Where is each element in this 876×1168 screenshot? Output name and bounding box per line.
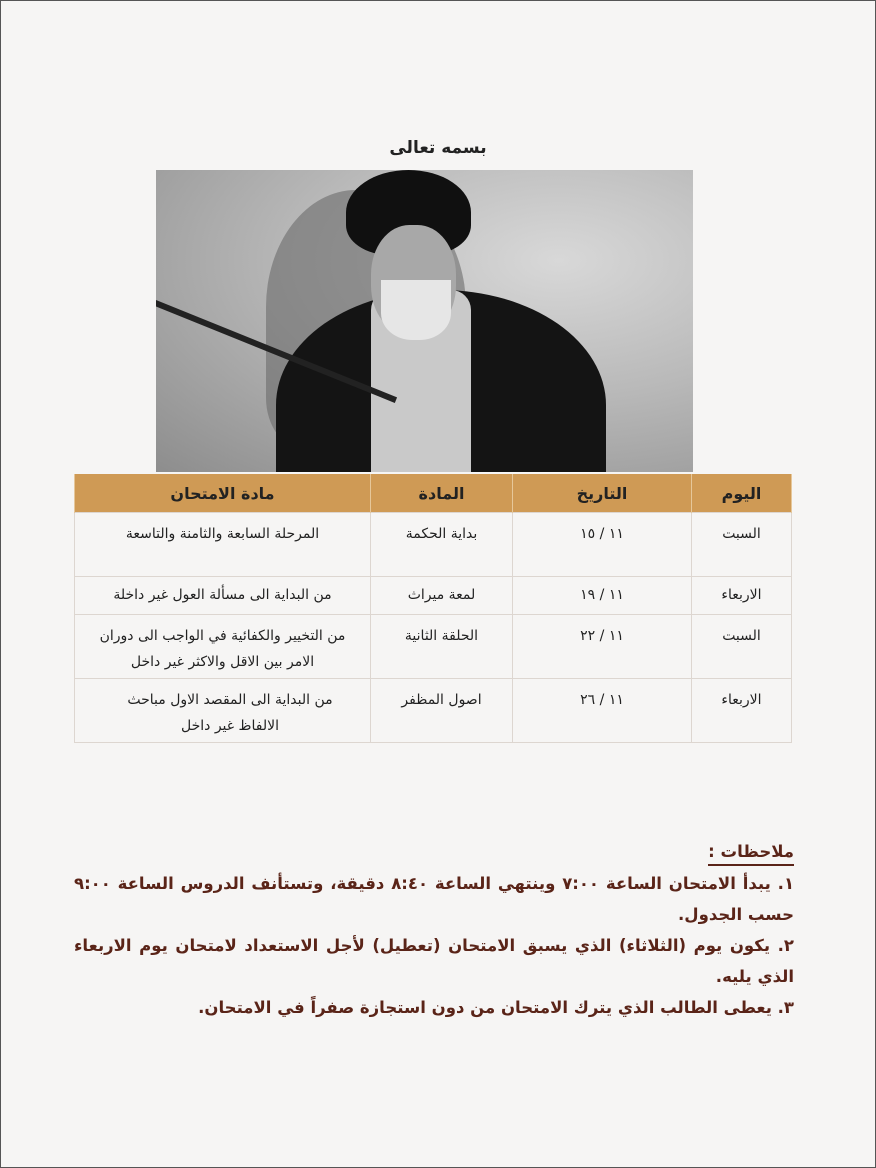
portrait-photo: [156, 170, 693, 472]
cell-subject: اصول المظفر: [371, 679, 513, 743]
note-item: ٢. يكون يوم (الثلاثاء) الذي يسبق الامتحان (تعطيل) لأجل الاستعداد لامتحان يوم الاربعاء الذي يليه.: [74, 936, 794, 986]
cell-date: ١١ / ٢٦: [513, 679, 692, 743]
header-date: التاريخ: [513, 474, 692, 513]
cell-content: المرحلة السابعة والثامنة والتاسعة: [75, 513, 371, 577]
table-row: [75, 679, 792, 743]
cell-date: ١١ / ١٥: [513, 513, 692, 577]
cell-date: ١١ / ١٩: [513, 577, 692, 615]
notes-heading: ملاحظات :: [708, 840, 794, 866]
header-day: اليوم: [692, 474, 792, 513]
cell-date: ١١ / ٢٢: [513, 615, 692, 679]
table-row: [75, 577, 792, 615]
table-row: [75, 615, 792, 679]
cell-day: السبت: [692, 615, 792, 679]
note-item: ٣. يعطى الطالب الذي يترك الامتحان من دون استجازة صفراً في الامتحان.: [198, 998, 794, 1017]
cell-subject: بداية الحكمة: [371, 513, 513, 577]
table-row: [75, 513, 792, 577]
cell-subject: الحلقة الثانية: [371, 615, 513, 679]
page-title: بسمه تعالى: [389, 138, 487, 158]
table-header-row: [75, 474, 792, 513]
cell-day: الاربعاء: [692, 679, 792, 743]
notes-section: [74, 836, 794, 1023]
cell-content: من التخيير والكفائية في الواجب الى دوران الامر بين الاقل والاكثر غير داخل: [75, 615, 371, 679]
cell-content: من البداية الى المقصد الاول مباحث الالفاظ غير داخل: [75, 679, 371, 743]
cell-day: السبت: [692, 513, 792, 577]
header-exam-content: مادة الامتحان: [75, 474, 371, 513]
cell-subject: لمعة ميراث: [371, 577, 513, 615]
note-item: ١. يبدأ الامتحان الساعة ٧:٠٠ وينتهي الساعة ٨:٤٠ دقيقة، وتستأنف الدروس الساعة ٩:٠٠ حسب الجدول.: [74, 874, 795, 924]
cell-content: من البداية الى مسألة العول غير داخلة: [75, 577, 371, 615]
exam-schedule-table: [74, 474, 792, 743]
cell-day: الاربعاء: [692, 577, 792, 615]
header-subject: المادة: [371, 474, 513, 513]
